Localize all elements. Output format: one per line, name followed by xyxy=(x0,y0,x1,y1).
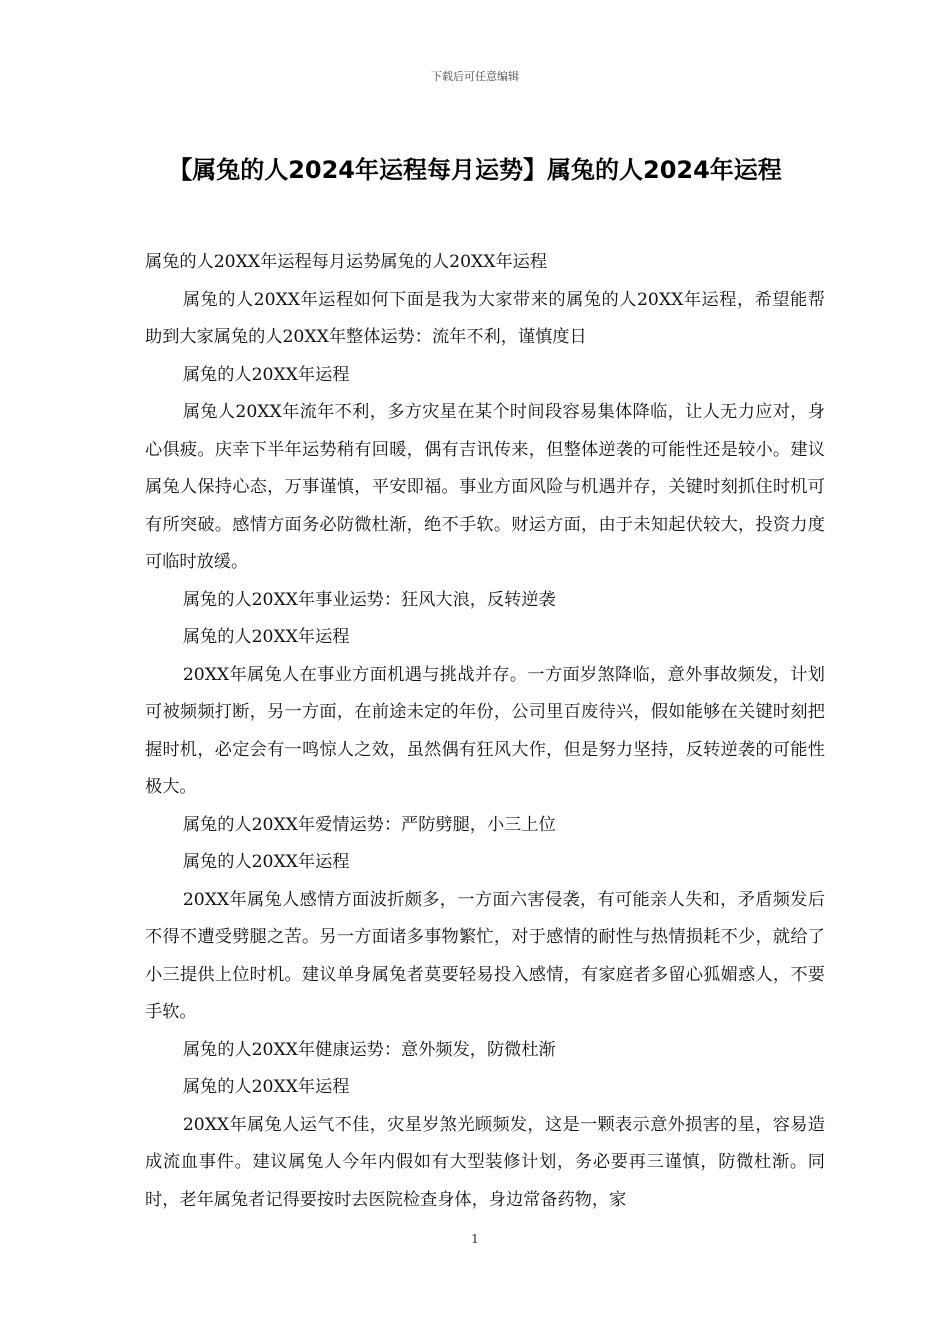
section-heading: 属兔的人20XX年爱情运势：严防劈腿，小三上位 xyxy=(182,814,556,835)
section-heading: 属兔的人20XX年运程 xyxy=(182,852,350,872)
body-paragraph: 20XX年属兔人感情方面波折颇多，一方面六害侵袭，有可能亲人失和，矛盾频发后不得不遭受劈腿之苦。另一方面诸多事物繁忙，对于感情的耐性与热情损耗不少，就给了小三提供上位时机。建议单身属兔者莫要轻易投入感情，有家庭者多留心狐媚惑人，不要手软。 xyxy=(145,889,825,1022)
section-heading: 属兔的人20XX年运程 xyxy=(182,1077,350,1097)
body-paragraph: 属兔人20XX年流年不利，多方灾星在某个时间段容易集体降临，让人无力应对，身心俱疲。庆幸下半年运势稍有回暖，偶有吉讯传来，但整体逆袭的可能性还是较小。建议属兔人保持心态，万事谨慎，平安即福。事业方面风险与机遇并存，关键时刻抓住时机可有所突破。感情方面务必防微杜渐，绝不手软。财运方面，由于未知起伏较大，投资力度可临时放缓。 xyxy=(145,402,825,572)
body-paragraph: 20XX年属兔人在事业方面机遇与挑战并存。一方面岁煞降临，意外事故频发，计划可被频频打断，另一方面，在前途未定的年份，公司里百废待兴，假如能够在关键时刻把握时机，必定会有一鸣惊人之效，虽然偶有狂风大作，但是努力坚持，反转逆袭的可能性极大。 xyxy=(145,664,825,797)
section-heading: 属兔的人20XX年运程 xyxy=(182,627,350,647)
section-heading: 属兔的人20XX年健康运势：意外频发，防微杜渐 xyxy=(182,1039,556,1060)
section-heading: 属兔的人20XX年事业运势：狂风大浪，反转逆袭 xyxy=(182,589,556,610)
page-number: 1 xyxy=(471,1232,479,1246)
section-heading: 属兔的人20XX年运程 xyxy=(182,364,350,385)
document-title: 【属兔的人2024年运程每月运势】属兔的人2024年运程 xyxy=(168,156,782,184)
body-paragraph: 属兔的人20XX年运程每月运势属兔的人20XX年运程 xyxy=(145,252,548,272)
body-paragraph: 20XX年属兔人运气不佳，灾星岁煞光顾频发，这是一颗表示意外损害的星，容易造成流血事件。建议属兔人今年内假如有大型装修计划，务必要再三谨慎，防微杜渐。同时，老年属兔者记得要按时去医院检查身体，身边常备药物，家 xyxy=(145,1114,825,1210)
page-header: 下载后可任意编辑 xyxy=(431,70,519,83)
body-paragraph: 属兔的人20XX年运程如何下面是我为大家带来的属兔的人20XX年运程，希望能帮助到大家属兔的人20XX年整体运势：流年不利，谨慎度日 xyxy=(145,289,825,347)
document-body xyxy=(145,244,825,1219)
